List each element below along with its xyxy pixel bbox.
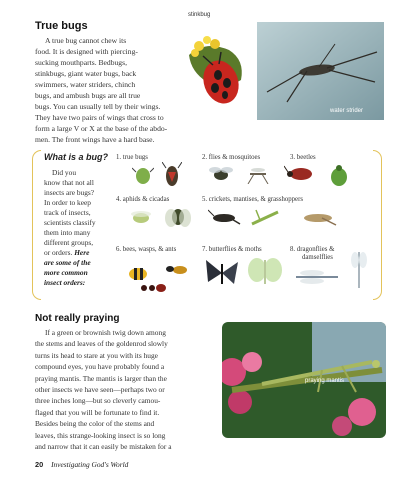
order-label-dragonflies: 8. dragonflies &	[290, 246, 335, 253]
praying-mantis-illustration	[222, 322, 386, 438]
sidebar-line: them into many	[44, 228, 91, 237]
praying-mantis-paragraph	[35, 327, 220, 452]
right-brace	[373, 150, 382, 300]
page-footer	[35, 460, 128, 469]
paragraph-line: stinkbugs, giant water bugs, back	[35, 69, 137, 78]
sidebar-title: What is a bug?	[44, 152, 108, 162]
section-heading-true-bugs: True bugs	[35, 20, 88, 32]
aphid-icon	[128, 208, 154, 226]
order-label-damselflies: damselflies	[302, 254, 333, 261]
butterfly-icon	[204, 258, 240, 288]
stinkbug-photo	[185, 20, 257, 118]
water-strider-caption: water strider	[330, 108, 364, 114]
sidebar-line: track of insects,	[44, 208, 91, 217]
water-strider-photo	[257, 22, 384, 120]
paragraph-line: compound eyes, you have probably found a	[35, 362, 165, 372]
paragraph-line: Besides being the color of the stems and	[35, 419, 155, 429]
sidebar-line: insects are bugs?	[44, 188, 95, 197]
sidebar-emph-line: are some of the	[44, 258, 91, 267]
paragraph-line: men. The front wings have a hard base.	[35, 135, 155, 144]
cricket-icon	[208, 208, 242, 226]
paragraph-line: They have two pairs of wings that cross to	[35, 113, 164, 122]
paragraph-line: and narrow that it can easily be mistaken for a	[35, 442, 172, 452]
paragraph-line: form a large V or X at the base of the abdo-	[35, 124, 168, 133]
water-strider-illustration	[257, 22, 384, 120]
paragraph-line: turns its head to stare at you with its huge	[35, 350, 158, 360]
beetle-icon	[328, 164, 350, 188]
order-label-aphids: 4. aphids & cicadas	[116, 196, 170, 203]
stinkbug-illustration	[185, 20, 257, 118]
sidebar-emph-line: more common	[44, 268, 88, 277]
insect-orders-panel	[32, 150, 382, 300]
sidebar-line: or orders. Here	[44, 248, 90, 257]
order-label-true-bugs: 1. true bugs	[116, 154, 148, 161]
paragraph-line: other insects we have seen—perhaps two or	[35, 385, 165, 395]
moth-icon	[248, 256, 282, 288]
paragraph-line: A true bug cannot chew its	[45, 36, 127, 45]
ant-icon	[138, 280, 168, 296]
paragraph-line: bugs. You can usually tell by their wings.	[35, 102, 161, 111]
paragraph-line: swimmers, water striders, chinch	[35, 80, 136, 89]
page-number: 20	[35, 460, 44, 469]
paragraph-line: flaged that you will be fortunate to find it.	[35, 407, 160, 417]
beetle-icon	[284, 162, 316, 186]
sidebar-line: different groups,	[44, 238, 94, 247]
order-label-butterflies: 7. butterflies & moths	[202, 246, 262, 253]
praying-mantis-caption: praying mantis	[305, 378, 345, 384]
paragraph-line: sucking mouthparts. Bedbugs,	[35, 58, 127, 67]
paragraph-line: bugs, and ambush bugs are all true	[35, 91, 141, 100]
sidebar-text	[44, 168, 108, 288]
paragraph-line: three inches long—but so cleverly camou-	[35, 396, 161, 406]
fly-icon	[208, 164, 234, 184]
paragraph-line: praying mantis. The mantis is larger than the	[35, 373, 167, 383]
left-brace	[32, 150, 41, 300]
order-label-bees: 6. bees, wasps, & ants	[116, 246, 177, 253]
paragraph-line: the stems and leaves of the goldenrod slowly	[35, 339, 168, 349]
dragonfly-icon	[294, 268, 340, 286]
mosquito-icon	[244, 164, 272, 184]
praying-mantis-photo	[222, 322, 386, 438]
section-heading-not-really-praying: Not really praying	[35, 313, 120, 324]
paragraph-line: leaves, this strange-looking insect is so long	[35, 430, 166, 440]
sidebar-emph-line: insect orders:	[44, 278, 86, 287]
paragraph-line: food. It is designed with piercing-	[35, 47, 138, 56]
grasshopper-icon	[300, 208, 340, 226]
book-title: Investigating God's World	[51, 460, 129, 469]
true-bug-icon	[132, 164, 154, 186]
damselfly-icon	[350, 250, 368, 290]
bee-icon	[124, 262, 152, 282]
order-label-beetles: 3. beetles	[290, 154, 316, 161]
order-label-flies: 2. flies & mosquitoes	[202, 154, 261, 161]
sidebar-line: scientists classify	[44, 218, 96, 227]
sidebar-line: know that not all	[44, 178, 94, 187]
wasp-icon	[162, 260, 190, 278]
sidebar-line: In order to keep	[44, 198, 91, 207]
cicada-icon	[164, 206, 192, 228]
true-bug-icon	[162, 162, 182, 188]
stinkbug-caption: stinkbug	[188, 12, 211, 18]
order-label-crickets: 5. crickets, mantises, & grasshoppers	[202, 196, 303, 203]
sidebar-line: Did you	[52, 168, 77, 177]
paragraph-line: If a green or brownish twig down among	[45, 328, 166, 337]
mantis-icon	[250, 206, 280, 228]
